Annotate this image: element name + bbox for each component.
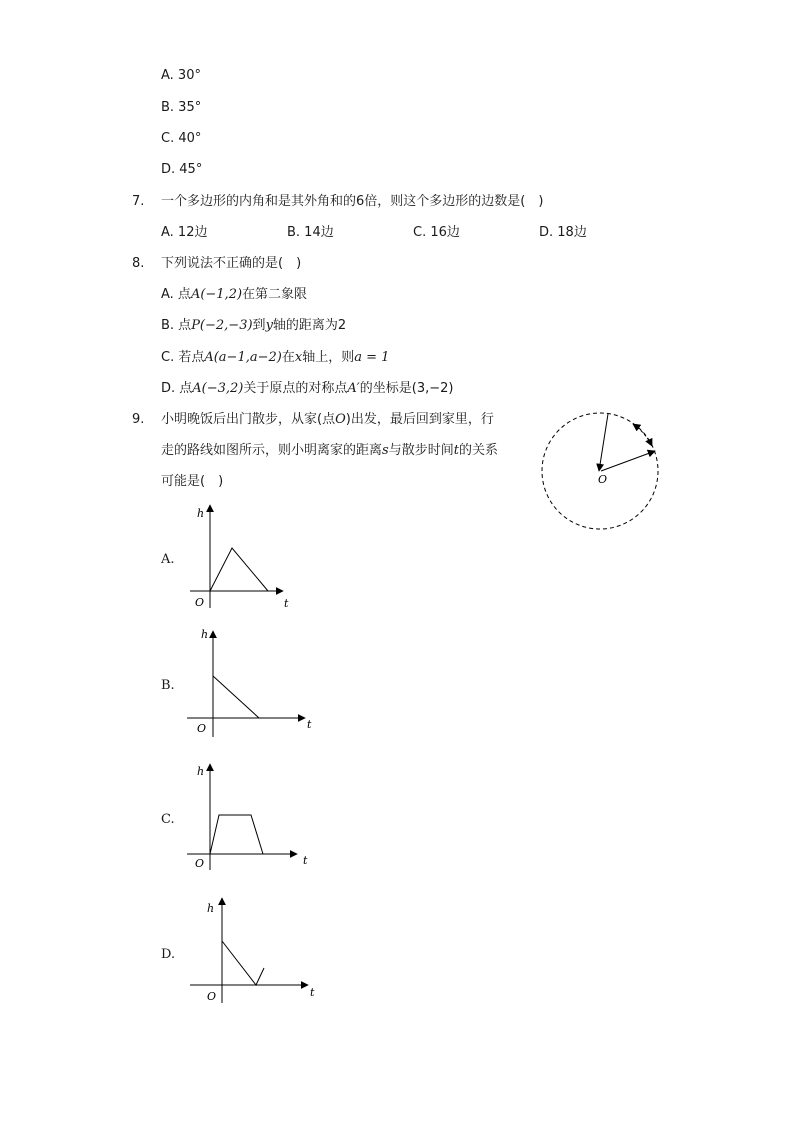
q7-option-c: C. 16边 — [413, 225, 460, 240]
q9-option-d-label: D. — [161, 947, 176, 962]
q7-text: 一个多边形的内角和是其外角和的6倍，则这个多边形的边数是( ) — [161, 194, 544, 209]
q8-d-math2: A′ — [347, 381, 360, 396]
graph-b-y-label: h — [201, 628, 209, 641]
q8-d-mid: 关于原点的对称点 — [243, 381, 348, 396]
q6-option-c: C. 40° — [161, 131, 202, 146]
route-segment-in — [601, 451, 655, 471]
q8-b-mid: 到 — [252, 318, 266, 333]
graph-c-y-label: h — [197, 765, 205, 778]
graph-b-line — [213, 676, 259, 718]
q9-line1-a: 小明晚饭后出门散步，从家(点 — [161, 412, 336, 427]
q7-option-a: A. 12边 — [161, 225, 208, 240]
graph-c-x-label: t — [303, 854, 308, 867]
q8-b-suffix: 轴的距离为2 — [272, 318, 347, 333]
q8-number: 8. — [132, 256, 145, 271]
q6-option-a: A. 30° — [161, 68, 201, 83]
q9-number: 9. — [132, 412, 145, 427]
q9-line2 — [161, 443, 498, 459]
q8-c-math: A(a−1,a−2) — [204, 350, 282, 365]
graph-b-origin: O — [197, 722, 207, 735]
q9-line2-a: 走的路线如图所示，则小明离家的距离 — [161, 443, 383, 458]
q8-b-var: y — [265, 318, 273, 333]
q6-option-d: D. 45° — [161, 162, 203, 177]
route-arc-arrow — [633, 424, 652, 446]
q8-c-math2: a = 1 — [354, 350, 390, 365]
graph-d-origin: O — [207, 990, 217, 1003]
graph-c-origin: O — [195, 857, 205, 870]
graph-a-x-label: t — [284, 597, 289, 610]
q9-line1-var: O — [335, 412, 346, 427]
q8-option-a — [161, 287, 307, 303]
q9-line1 — [161, 412, 494, 428]
q8-option-d — [161, 381, 453, 397]
q9-line2-var: s — [382, 443, 389, 458]
q8-c-mid2: 轴上，则 — [302, 350, 355, 365]
q8-a-prefix: A. 点 — [161, 287, 191, 302]
q8-b-math: P(−2,−3) — [191, 318, 253, 333]
q7-option-d: D. 18边 — [539, 225, 587, 240]
q9-option-b-label: B. — [161, 678, 175, 693]
q9-line2-b: 与散步时间 — [388, 443, 454, 458]
q8-c-mid: 在 — [281, 350, 295, 365]
q9-option-c-label: C. — [161, 812, 175, 827]
graph-d-line — [222, 941, 264, 985]
q6-option-b: B. 35° — [161, 100, 202, 115]
q8-a-suffix: 在第二象限 — [242, 287, 308, 302]
graph-a-origin: O — [195, 596, 205, 609]
q9-line1-b: )出发，最后回到家里，行 — [345, 412, 494, 427]
q9-option-a-label: A. — [161, 552, 175, 567]
q7-number: 7. — [132, 194, 145, 209]
q9-line3: 可能是( ) — [161, 474, 224, 489]
graph-d-x-label: t — [310, 986, 315, 999]
q9-line2-var2: t — [453, 443, 459, 458]
route-circle — [542, 413, 658, 529]
q7-option-b: B. 14边 — [287, 225, 334, 240]
q8-option-b — [161, 318, 346, 334]
q8-a-math: A(−1,2) — [190, 287, 243, 302]
route-origin-label: O — [598, 473, 608, 486]
graph-d-y-label: h — [207, 902, 215, 915]
graph-c-line — [210, 815, 263, 854]
q8-option-c — [161, 350, 389, 366]
q8-c-var: x — [294, 350, 303, 365]
route-segment-out — [599, 414, 608, 471]
q8-c-prefix: C. 若点 — [161, 350, 205, 365]
q8-text: 下列说法不正确的是( ) — [161, 256, 302, 271]
q8-d-math: A(−3,2) — [192, 381, 244, 396]
graph-a-y-label: h — [197, 507, 205, 520]
q8-d-suffix: 的坐标是(3,−2) — [359, 381, 454, 396]
q8-d-prefix: D. 点 — [161, 381, 193, 396]
q9-line2-c: 的关系 — [458, 443, 498, 458]
graph-b-x-label: t — [307, 718, 312, 731]
graph-a-line — [210, 548, 268, 591]
q8-b-prefix: B. 点 — [161, 318, 192, 333]
